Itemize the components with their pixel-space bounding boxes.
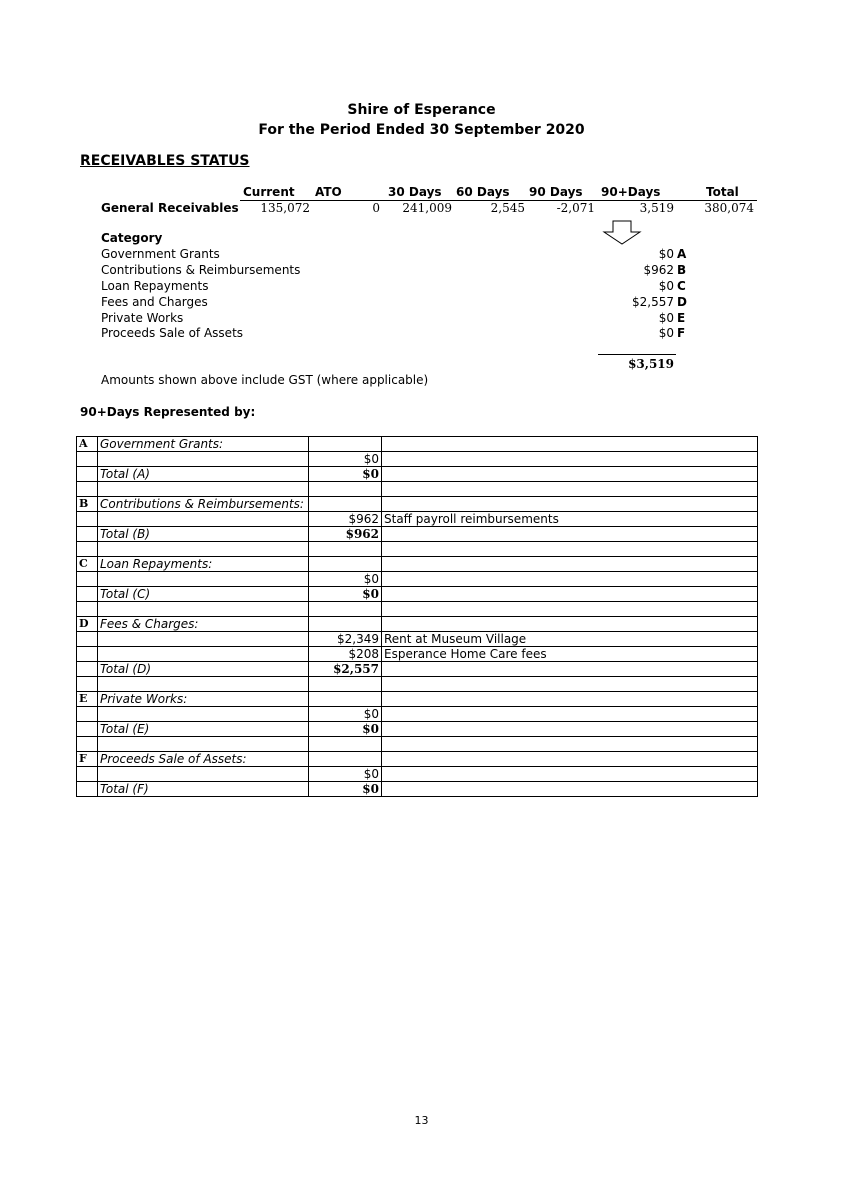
page-number: 13	[414, 1114, 429, 1127]
col-60days: 60 Days	[456, 185, 510, 199]
row-description	[98, 767, 309, 782]
row-note	[382, 767, 758, 782]
row-note: Staff payroll reimbursements	[382, 512, 758, 527]
table-row	[77, 782, 758, 797]
row-amount: $962	[309, 527, 382, 542]
table-row	[77, 662, 758, 677]
represented-table	[76, 436, 758, 797]
row-letter	[77, 527, 98, 542]
table-row	[77, 737, 758, 752]
row-description	[98, 707, 309, 722]
row-note	[382, 482, 758, 497]
row-description	[98, 737, 309, 752]
row-note	[382, 557, 758, 572]
table-row	[77, 617, 758, 632]
val-90days: -2,071	[556, 201, 595, 215]
row-description: Government Grants:	[98, 437, 309, 452]
table-row	[77, 587, 758, 602]
row-note	[382, 737, 758, 752]
category-label-e: Private Works	[101, 311, 184, 325]
row-amount	[309, 692, 382, 707]
table-row	[77, 677, 758, 692]
row-amount	[309, 497, 382, 512]
row-amount	[309, 737, 382, 752]
row-description: Total (D)	[98, 662, 309, 677]
row-description	[98, 647, 309, 662]
row-letter: C	[77, 557, 98, 572]
row-amount: $2,349	[309, 632, 382, 647]
table-row	[77, 572, 758, 587]
table-row	[77, 707, 758, 722]
row-letter	[77, 482, 98, 497]
row-description: Total (C)	[98, 587, 309, 602]
row-letter	[77, 707, 98, 722]
row-note	[382, 677, 758, 692]
row-description: Total (F)	[98, 782, 309, 797]
general-receivables-label: General Receivables	[101, 201, 239, 215]
category-total: $3,519	[628, 357, 674, 371]
category-letter-c: C	[677, 279, 686, 293]
row-amount: $0	[309, 722, 382, 737]
category-amount-a: $0	[658, 247, 674, 261]
val-ato: 0	[372, 201, 380, 215]
row-note: Esperance Home Care fees	[382, 647, 758, 662]
val-current: 135,072	[260, 201, 310, 215]
row-note	[382, 587, 758, 602]
col-90days: 90 Days	[529, 185, 583, 199]
row-letter: B	[77, 497, 98, 512]
category-amount-b: $962	[643, 263, 674, 277]
category-label-b: Contributions & Reimbursements	[101, 263, 301, 277]
category-letter-d: D	[677, 295, 687, 309]
row-note	[382, 752, 758, 767]
row-description	[98, 452, 309, 467]
row-note	[382, 782, 758, 797]
row-note	[382, 527, 758, 542]
col-current: Current	[243, 185, 295, 199]
row-note: Rent at Museum Village	[382, 632, 758, 647]
table-row	[77, 692, 758, 707]
row-amount: $0	[309, 707, 382, 722]
gst-note: Amounts shown above include GST (where applicable)	[101, 373, 429, 387]
val-30days: 241,009	[402, 201, 452, 215]
row-amount: $0	[309, 467, 382, 482]
table-row	[77, 482, 758, 497]
category-amount-c: $0	[658, 279, 674, 293]
row-amount	[309, 752, 382, 767]
table-row	[77, 557, 758, 572]
table-row	[77, 722, 758, 737]
table-row	[77, 542, 758, 557]
val-90plus: 3,519	[639, 201, 674, 215]
category-letter-e: E	[677, 311, 686, 325]
category-label-a: Government Grants	[101, 247, 220, 261]
table-row	[77, 452, 758, 467]
row-note	[382, 497, 758, 512]
category-letter-f: F	[677, 326, 686, 340]
row-description: Total (B)	[98, 527, 309, 542]
row-letter: A	[77, 437, 98, 452]
row-amount	[309, 557, 382, 572]
row-description: Proceeds Sale of Assets:	[98, 752, 309, 767]
category-amount-d: $2,557	[632, 295, 674, 309]
table-row	[77, 752, 758, 767]
row-letter	[77, 662, 98, 677]
col-90plus: 90+Days	[601, 185, 661, 199]
table-row	[77, 767, 758, 782]
row-description	[98, 512, 309, 527]
row-letter	[77, 542, 98, 557]
row-amount	[309, 542, 382, 557]
row-note	[382, 617, 758, 632]
table-row	[77, 437, 758, 452]
row-description	[98, 602, 309, 617]
row-letter	[77, 647, 98, 662]
row-amount	[309, 602, 382, 617]
category-amount-f: $0	[658, 326, 674, 340]
row-letter	[77, 677, 98, 692]
row-letter	[77, 452, 98, 467]
row-description: Total (A)	[98, 467, 309, 482]
row-description: Total (E)	[98, 722, 309, 737]
category-heading: Category	[101, 231, 163, 245]
section-title: RECEIVABLES STATUS	[80, 153, 250, 169]
row-description: Contributions & Reimbursements:	[98, 497, 309, 512]
row-amount	[309, 677, 382, 692]
row-description	[98, 677, 309, 692]
table-row	[77, 512, 758, 527]
row-letter	[77, 467, 98, 482]
table-row	[77, 632, 758, 647]
row-letter	[77, 602, 98, 617]
row-letter	[77, 572, 98, 587]
row-note	[382, 572, 758, 587]
down-arrow-icon	[600, 220, 644, 246]
table-row	[77, 467, 758, 482]
row-note	[382, 467, 758, 482]
row-letter	[77, 587, 98, 602]
row-description	[98, 632, 309, 647]
row-note	[382, 452, 758, 467]
row-note	[382, 692, 758, 707]
category-label-f: Proceeds Sale of Assets	[101, 326, 244, 340]
row-description: Fees & Charges:	[98, 617, 309, 632]
row-description: Loan Repayments:	[98, 557, 309, 572]
row-amount: $208	[309, 647, 382, 662]
category-label-d: Fees and Charges	[101, 295, 208, 309]
row-description	[98, 572, 309, 587]
row-note	[382, 722, 758, 737]
row-note	[382, 602, 758, 617]
row-letter	[77, 782, 98, 797]
row-description	[98, 482, 309, 497]
row-amount: $0	[309, 587, 382, 602]
org-title: Shire of Esperance	[347, 102, 496, 118]
col-30days: 30 Days	[388, 185, 442, 199]
row-amount	[309, 617, 382, 632]
row-amount: $0	[309, 782, 382, 797]
row-amount: $2,557	[309, 662, 382, 677]
row-letter	[77, 722, 98, 737]
row-amount: $0	[309, 572, 382, 587]
row-amount: $0	[309, 767, 382, 782]
row-description	[98, 542, 309, 557]
row-letter: D	[77, 617, 98, 632]
row-letter	[77, 737, 98, 752]
category-letter-b: B	[677, 263, 687, 277]
row-note	[382, 662, 758, 677]
row-note	[382, 437, 758, 452]
row-letter: F	[77, 752, 98, 767]
row-amount: $962	[309, 512, 382, 527]
table-row	[77, 647, 758, 662]
row-letter: E	[77, 692, 98, 707]
category-total-rule	[598, 354, 676, 355]
table-row	[77, 527, 758, 542]
table-row	[77, 602, 758, 617]
row-letter	[77, 767, 98, 782]
category-label-c: Loan Repayments	[101, 279, 209, 293]
represented-heading: 90+Days Represented by:	[80, 405, 256, 419]
row-letter	[77, 512, 98, 527]
col-ato: ATO	[315, 185, 342, 199]
period-title: For the Period Ended 30 September 2020	[258, 122, 585, 138]
val-60days: 2,545	[490, 201, 525, 215]
row-letter	[77, 632, 98, 647]
row-amount	[309, 482, 382, 497]
val-total: 380,074	[704, 201, 754, 215]
table-row	[77, 497, 758, 512]
category-letter-a: A	[677, 247, 687, 261]
category-amount-e: $0	[658, 311, 674, 325]
row-amount: $0	[309, 452, 382, 467]
row-amount	[309, 437, 382, 452]
row-note	[382, 542, 758, 557]
row-description: Private Works:	[98, 692, 309, 707]
col-total: Total	[706, 185, 739, 199]
row-note	[382, 707, 758, 722]
